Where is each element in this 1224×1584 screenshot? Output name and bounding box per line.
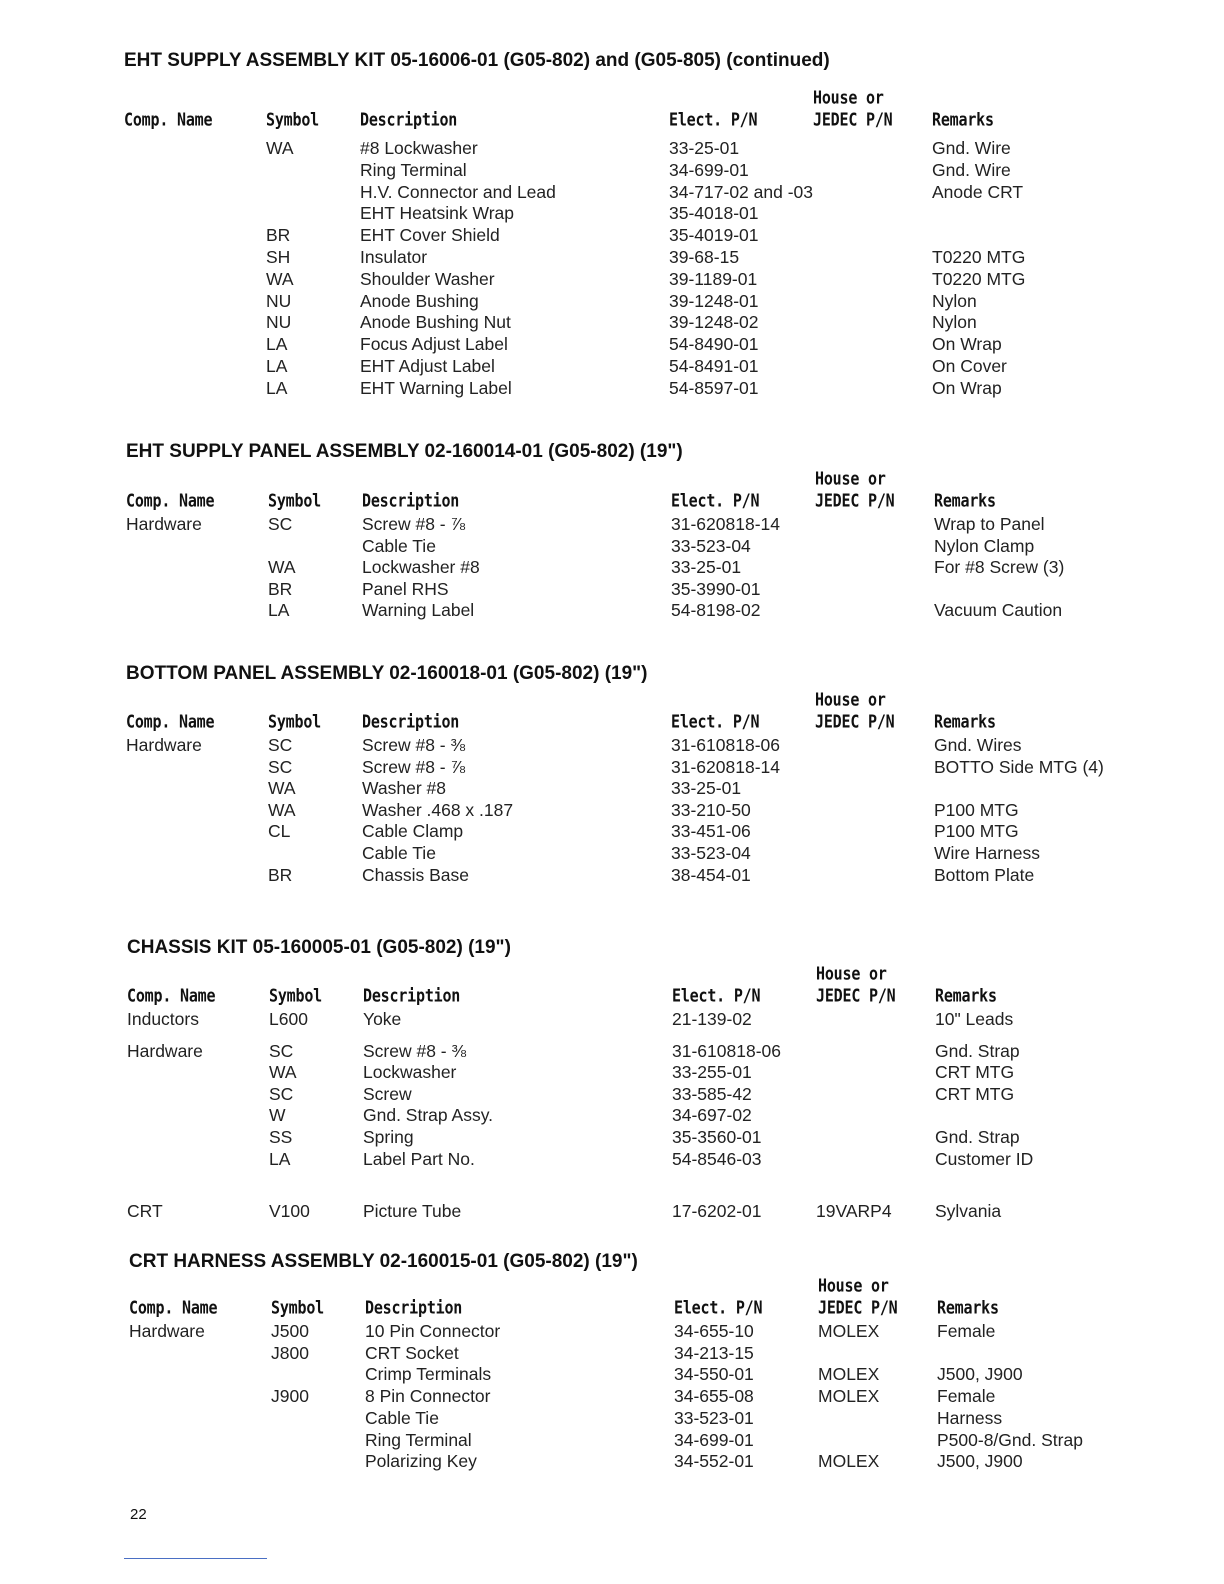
symbol-cell: J800 [271, 1342, 309, 1363]
remarks-cell: P100 MTG [934, 821, 1019, 842]
comp-name-cell: Hardware [126, 735, 202, 755]
symbol-cell: CL [268, 821, 291, 842]
symbol-cell: LA [268, 600, 290, 621]
description-cell: Cable Tie [362, 843, 436, 863]
elect-pn-cell: 34-550-01 [674, 1364, 754, 1385]
description-cell: EHT Adjust Label [360, 356, 495, 376]
elect-pn-cell: 31-610818-06 [672, 1040, 781, 1061]
elect-pn-cell: 34-552-01 [674, 1451, 754, 1472]
elect-pn-cell: 33-25-01 [671, 778, 742, 799]
description-cell: Cable Tie [365, 1407, 439, 1428]
description-cell: Washer .468 x .187 [362, 799, 514, 820]
symbol-cell: BR [266, 225, 291, 246]
description-cell: Chassis Base [362, 864, 469, 885]
remarks-cell: On Wrap [932, 377, 1002, 398]
column-header-symbol: Symbol [268, 490, 321, 512]
column-header-comp-name: Comp. Name [126, 490, 215, 512]
elect-pn-cell: 54-8546-03 [672, 1148, 762, 1169]
remarks-cell: P500-8/Gnd. Strap [937, 1429, 1083, 1450]
elect-pn-cell: 17-6202-01 [672, 1201, 762, 1222]
description-cell: 8 Pin Connector [365, 1386, 491, 1407]
symbol-cell: WA [269, 1062, 297, 1083]
elect-pn-cell: 31-620818-14 [671, 756, 780, 777]
elect-pn-cell: 39-1189-01 [669, 268, 758, 289]
symbol-cell: NU [266, 312, 292, 333]
jedec-pn-cell: MOLEX [818, 1321, 880, 1341]
description-cell: Ring Terminal [365, 1429, 472, 1450]
remarks-cell: J500, J900 [937, 1451, 1023, 1472]
column-header-elect-pn: Elect. P/N [672, 985, 761, 1007]
description-cell: Anode Bushing Nut [360, 312, 511, 333]
symbol-cell: LA [269, 1148, 291, 1169]
elect-pn-cell: 33-25-01 [671, 557, 742, 578]
column-header-description: Description [362, 490, 460, 512]
description-cell: Cable Tie [362, 535, 436, 556]
column-header-symbol: Symbol [271, 1297, 324, 1319]
symbol-cell: LA [266, 377, 288, 398]
comp-name-cell: Hardware [127, 1040, 203, 1061]
remarks-cell: J500, J900 [937, 1364, 1023, 1385]
remarks-cell: Anode CRT [932, 181, 1024, 202]
elect-pn-cell: 31-610818-06 [671, 735, 780, 755]
comp-name-cell: Hardware [129, 1321, 205, 1341]
symbol-cell: WA [268, 557, 296, 578]
elect-pn-cell: 33-523-04 [671, 843, 751, 863]
elect-pn-cell: 54-8597-01 [669, 377, 759, 398]
symbol-cell: NU [266, 290, 292, 311]
description-cell: 10 Pin Connector [365, 1321, 501, 1341]
description-cell: Gnd. Strap Assy. [363, 1105, 494, 1126]
elect-pn-cell: 35-4019-01 [669, 225, 759, 246]
column-header-comp-name: Comp. Name [124, 109, 213, 131]
column-header-house-or: House or [818, 1275, 889, 1297]
symbol-cell: WA [266, 138, 294, 158]
elect-pn-cell: 33-210-50 [671, 799, 751, 820]
remarks-cell: P100 MTG [934, 799, 1019, 820]
description-cell: Polarizing Key [365, 1451, 477, 1472]
elect-pn-cell: 33-585-42 [672, 1083, 752, 1104]
symbol-cell: SC [268, 735, 293, 755]
symbol-cell: SC [268, 514, 293, 534]
column-header-symbol: Symbol [269, 985, 322, 1007]
description-cell: Lockwasher #8 [362, 557, 480, 578]
elect-pn-cell: 33-523-04 [671, 535, 751, 556]
column-header-remarks: Remarks [934, 711, 996, 733]
elect-pn-cell: 38-454-01 [671, 864, 751, 885]
comp-name-cell: Inductors [127, 1009, 199, 1029]
remarks-cell: Nylon Clamp [934, 535, 1035, 556]
remarks-cell: Sylvania [935, 1201, 1002, 1222]
column-header-jedec-pn: JEDEC P/N [813, 109, 893, 131]
column-header-remarks: Remarks [937, 1297, 999, 1319]
description-cell: Shoulder Washer [360, 268, 495, 289]
column-header-description: Description [362, 711, 460, 733]
description-cell: H.V. Connector and Lead [360, 181, 556, 202]
symbol-cell: WA [268, 799, 296, 820]
symbol-cell: L600 [269, 1009, 308, 1029]
section-title: EHT SUPPLY PANEL ASSEMBLY 02-160014-01 (G05-802) (19") [126, 441, 683, 462]
remarks-cell: Gnd. Strap [935, 1127, 1020, 1147]
section-title: EHT SUPPLY ASSEMBLY KIT 05-16006-01 (G05-802) and (G05-805) (continued) [124, 50, 830, 71]
description-cell: #8 Lockwasher [360, 138, 478, 158]
remarks-cell: Gnd. Wire [932, 138, 1011, 158]
remarks-cell: Wrap to Panel [934, 514, 1045, 534]
symbol-cell: BR [268, 864, 293, 885]
remarks-cell: Bottom Plate [934, 864, 1035, 885]
symbol-cell: J500 [271, 1321, 309, 1341]
remarks-cell: Female [937, 1321, 996, 1341]
description-cell: Washer #8 [362, 778, 446, 799]
column-header-house-or: House or [813, 87, 884, 109]
description-cell: Insulator [360, 247, 428, 267]
elect-pn-cell: 33-25-01 [669, 138, 740, 158]
remarks-cell: On Cover [932, 356, 1007, 376]
symbol-cell: J900 [271, 1386, 309, 1407]
column-header-description: Description [360, 109, 458, 131]
symbol-cell: SS [269, 1127, 293, 1147]
description-cell: Screw #8 - ⅜ [363, 1040, 467, 1061]
comp-name-cell: CRT [127, 1201, 163, 1222]
symbol-cell: SC [269, 1083, 294, 1104]
column-header-remarks: Remarks [935, 985, 997, 1007]
elect-pn-cell: 35-3560-01 [672, 1127, 762, 1147]
description-cell: Crimp Terminals [365, 1364, 492, 1385]
description-cell: CRT Socket [365, 1342, 459, 1363]
remarks-cell: Wire Harness [934, 843, 1040, 863]
jedec-pn-cell: 19VARP4 [816, 1201, 892, 1222]
remarks-cell: 10" Leads [935, 1009, 1014, 1029]
symbol-cell: SH [266, 247, 291, 267]
remarks-cell: Gnd. Wires [934, 735, 1022, 755]
column-header-symbol: Symbol [268, 711, 321, 733]
description-cell: Warning Label [362, 600, 475, 621]
elect-pn-cell: 33-255-01 [672, 1062, 752, 1083]
description-cell: Yoke [363, 1009, 402, 1029]
column-header-elect-pn: Elect. P/N [674, 1297, 763, 1319]
symbol-cell: V100 [269, 1201, 310, 1222]
footer-rule [124, 1558, 267, 1559]
column-header-elect-pn: Elect. P/N [671, 711, 760, 733]
comp-name-cell: Hardware [126, 514, 202, 534]
description-cell: EHT Heatsink Wrap [360, 203, 514, 224]
column-header-house-or: House or [815, 689, 886, 711]
description-cell: Focus Adjust Label [360, 334, 508, 355]
elect-pn-cell: 33-451-06 [671, 821, 751, 842]
jedec-pn-cell: MOLEX [818, 1451, 880, 1472]
remarks-cell: T0220 MTG [932, 268, 1026, 289]
description-cell: Screw #8 - ⅜ [362, 735, 466, 755]
description-cell: EHT Warning Label [360, 377, 512, 398]
symbol-cell: LA [266, 356, 288, 376]
description-cell: Label Part No. [363, 1148, 475, 1169]
elect-pn-cell: 54-8198-02 [671, 600, 761, 621]
column-header-jedec-pn: JEDEC P/N [815, 490, 895, 512]
remarks-cell: Customer ID [935, 1148, 1034, 1169]
elect-pn-cell: 39-1248-02 [669, 312, 759, 333]
remarks-cell: Female [937, 1386, 996, 1407]
column-header-symbol: Symbol [266, 109, 319, 131]
column-header-jedec-pn: JEDEC P/N [816, 985, 896, 1007]
elect-pn-cell: 34-699-01 [674, 1429, 754, 1450]
remarks-cell: Nylon [932, 312, 977, 333]
symbol-cell: WA [268, 778, 296, 799]
remarks-cell: Harness [937, 1407, 1003, 1428]
column-header-remarks: Remarks [934, 490, 996, 512]
column-header-house-or: House or [816, 963, 887, 985]
remarks-cell: CRT MTG [935, 1083, 1015, 1104]
elect-pn-cell: 54-8490-01 [669, 334, 759, 355]
remarks-cell: For #8 Screw (3) [934, 557, 1065, 578]
symbol-cell: BR [268, 578, 293, 599]
symbol-cell: SC [269, 1040, 294, 1061]
remarks-cell: CRT MTG [935, 1062, 1015, 1083]
column-header-elect-pn: Elect. P/N [669, 109, 758, 131]
remarks-cell: Gnd. Wire [932, 159, 1011, 180]
section-title: CRT HARNESS ASSEMBLY 02-160015-01 (G05-802) (19") [129, 1251, 638, 1272]
elect-pn-cell: 39-68-15 [669, 247, 740, 267]
elect-pn-cell: 34-655-10 [674, 1321, 754, 1341]
symbol-cell: W [269, 1105, 286, 1126]
description-cell: Panel RHS [362, 578, 449, 599]
description-cell: Screw #8 - ⅞ [362, 514, 466, 534]
elect-pn-cell: 39-1248-01 [669, 290, 759, 311]
symbol-cell: LA [266, 334, 288, 355]
jedec-pn-cell: MOLEX [818, 1364, 880, 1385]
description-cell: EHT Cover Shield [360, 225, 500, 246]
elect-pn-cell: 31-620818-14 [671, 514, 780, 534]
description-cell: Screw #8 - ⅞ [362, 756, 466, 777]
elect-pn-cell: 33-523-01 [674, 1407, 754, 1428]
elect-pn-cell: 21-139-02 [672, 1009, 752, 1029]
description-cell: Spring [363, 1127, 414, 1147]
description-cell: Lockwasher [363, 1062, 457, 1083]
remarks-cell: Nylon [932, 290, 977, 311]
jedec-pn-cell: MOLEX [818, 1386, 880, 1407]
column-header-jedec-pn: JEDEC P/N [815, 711, 895, 733]
elect-pn-cell: 35-3990-01 [671, 578, 761, 599]
remarks-cell: Vacuum Caution [934, 600, 1063, 621]
description-cell: Ring Terminal [360, 159, 467, 180]
remarks-cell: BOTTO Side MTG (4) [934, 756, 1104, 777]
column-header-comp-name: Comp. Name [127, 985, 216, 1007]
elect-pn-cell: 34-655-08 [674, 1386, 754, 1407]
description-cell: Screw [363, 1083, 412, 1104]
column-header-comp-name: Comp. Name [129, 1297, 218, 1319]
column-header-elect-pn: Elect. P/N [671, 490, 760, 512]
remarks-cell: On Wrap [932, 334, 1002, 355]
description-cell: Anode Bushing [360, 290, 479, 311]
column-header-description: Description [365, 1297, 463, 1319]
description-cell: Picture Tube [363, 1201, 462, 1222]
elect-pn-cell: 54-8491-01 [669, 356, 759, 376]
section-title: BOTTOM PANEL ASSEMBLY 02-160018-01 (G05-802) (19") [126, 663, 648, 684]
column-header-remarks: Remarks [932, 109, 994, 131]
symbol-cell: WA [266, 268, 294, 289]
symbol-cell: SC [268, 756, 293, 777]
remarks-cell: Gnd. Strap [935, 1040, 1020, 1061]
elect-pn-cell: 34-697-02 [672, 1105, 752, 1126]
description-cell: Cable Clamp [362, 821, 464, 842]
column-header-jedec-pn: JEDEC P/N [818, 1297, 898, 1319]
column-header-description: Description [363, 985, 461, 1007]
elect-pn-cell: 34-699-01 [669, 159, 749, 180]
column-header-house-or: House or [815, 468, 886, 490]
remarks-cell: T0220 MTG [932, 247, 1026, 267]
elect-pn-cell: 35-4018-01 [669, 203, 759, 224]
column-header-comp-name: Comp. Name [126, 711, 215, 733]
elect-pn-cell: 34-717-02 and -03 [669, 181, 813, 202]
page-number: 22 [130, 1506, 147, 1523]
section-title: CHASSIS KIT 05-160005-01 (G05-802) (19") [127, 937, 511, 958]
elect-pn-cell: 34-213-15 [674, 1342, 754, 1363]
